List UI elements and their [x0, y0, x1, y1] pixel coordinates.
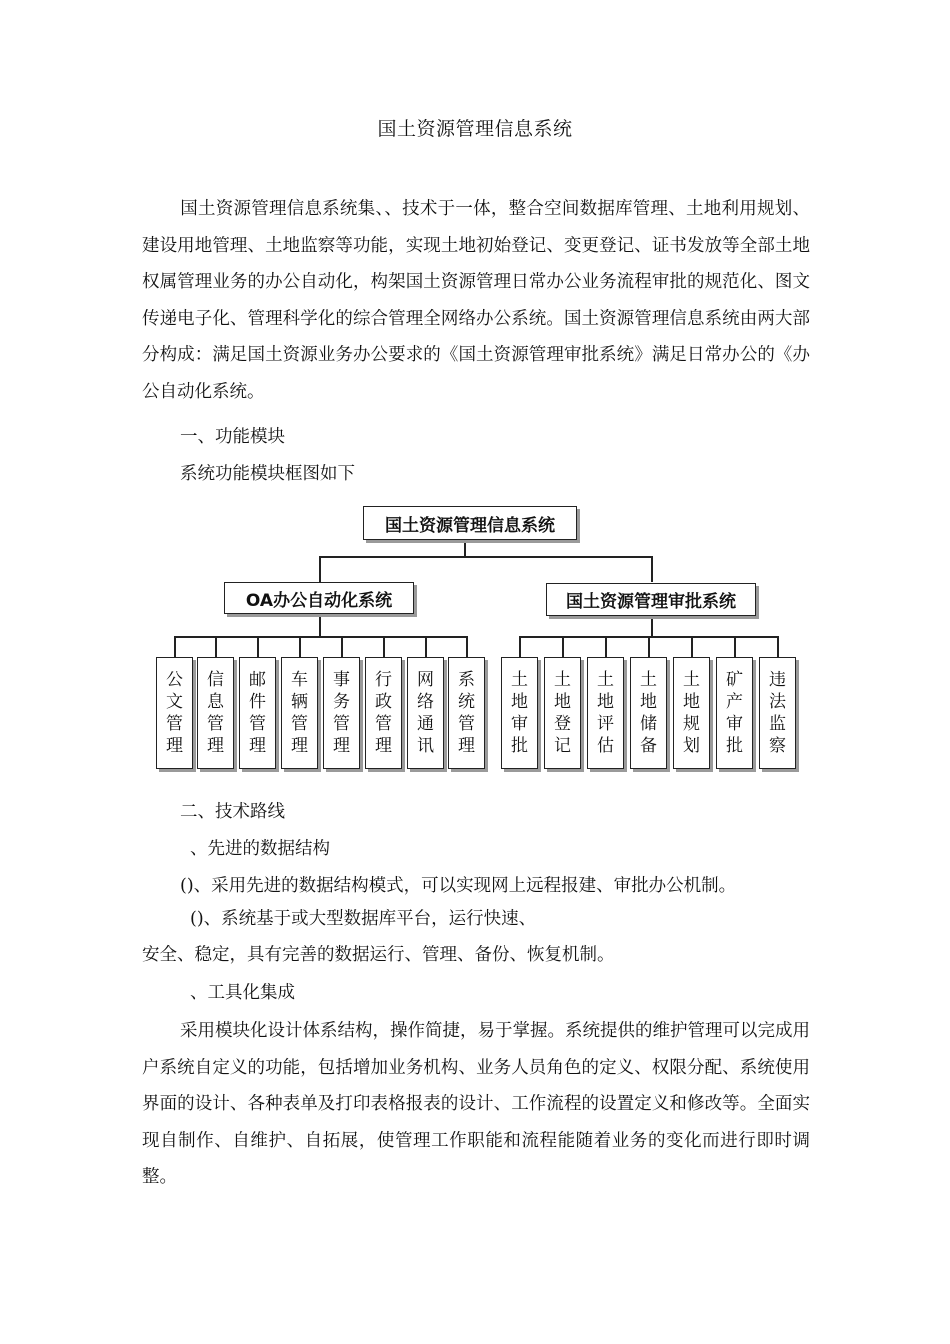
approval-child-node	[501, 657, 538, 769]
section2-heading: 二、技术路线	[180, 802, 285, 822]
connector	[519, 636, 778, 638]
oa-child-label: 邮件管理	[249, 670, 266, 756]
connector	[691, 636, 693, 657]
oa-child-node	[407, 657, 444, 769]
oa-child-node	[197, 657, 234, 769]
oa-child-node	[281, 657, 318, 769]
connector	[174, 636, 466, 638]
sub1-item2-b: 安全、稳定，具有完善的数据运行、管理、备份、恢复机制。	[142, 945, 615, 965]
approval-node	[546, 583, 756, 616]
sub1-item1: ()、采用先进的数据结构模式，可以实现网上远程报建、审批办公机制。	[180, 876, 737, 896]
approval-child-label: 违法监察	[769, 670, 786, 756]
connector	[605, 636, 607, 657]
oa-child-label: 系统管理	[458, 670, 475, 756]
approval-child-label: 土地登记	[554, 670, 571, 756]
oa-child-node	[365, 657, 402, 769]
connector	[174, 636, 176, 657]
oa-child-node	[156, 657, 193, 769]
connector	[651, 556, 653, 582]
connector	[464, 540, 466, 556]
connector	[648, 636, 650, 657]
oa-child-node	[323, 657, 360, 769]
oa-child-label: 车辆管理	[291, 670, 308, 756]
sub1-item2-a: ()、系统基于或大型数据库平台，运行快速、	[190, 909, 537, 929]
connector	[562, 636, 564, 657]
approval-child-label: 矿产审批	[726, 670, 743, 756]
approval-child-label: 土地规划	[683, 670, 700, 756]
sub2-paragraph	[142, 1013, 810, 1196]
approval-child-label: 土地评估	[597, 670, 614, 756]
oa-child-label: 信息管理	[207, 670, 224, 756]
approval-label: 国土资源管理审批系统	[566, 592, 736, 612]
oa-label: OA办公自动化系统	[245, 590, 393, 611]
approval-child-node	[673, 657, 710, 769]
sub1-heading: 、先进的数据结构	[190, 839, 330, 859]
oa-child-node	[239, 657, 276, 769]
connector	[341, 636, 343, 657]
connector	[519, 636, 521, 657]
root-label: 国土资源管理信息系统	[385, 515, 555, 536]
oa-child-label: 公文管理	[166, 670, 183, 756]
intro-paragraph	[142, 191, 810, 411]
sub2-text: 采用模块化设计体系结构，操作简捷，易于掌握。系统提供的维护管理可以完成用户系统自定义的功能，包括增加业务机构、业务人员角色的定义、权限分配、系统使用界面的设计、各种表单及打印表格报表的设计、工作流程的设置定义和修改等。全面实现自制作、自维护、自拓展，使管理工作职能和流程能随着业务的变化而进行即时调整。	[142, 1021, 810, 1188]
root-node	[363, 506, 577, 540]
approval-child-node	[544, 657, 581, 769]
oa-child-label: 网络通讯	[417, 670, 434, 756]
section1-caption: 系统功能模块框图如下	[180, 464, 355, 484]
connector	[734, 636, 736, 657]
connector	[651, 616, 653, 636]
oa-child-label: 行政管理	[375, 670, 392, 756]
approval-child-node	[759, 657, 796, 769]
approval-child-label: 土地储备	[640, 670, 657, 756]
section1-heading: 一、功能模块	[180, 427, 285, 447]
approval-child-node	[587, 657, 624, 769]
connector	[319, 556, 652, 558]
connector	[425, 636, 427, 657]
connector	[257, 636, 259, 657]
page-title: 国土资源管理信息系统	[377, 118, 573, 140]
connector	[299, 636, 301, 657]
approval-child-node	[716, 657, 753, 769]
connector	[319, 556, 321, 582]
intro-text: 国土资源管理信息系统集、、技术于一体，整合空间数据库管理、土地利用规划、建设用地管理、土地监察等功能，实现土地初始登记、变更登记、证书发放等全部土地权属管理业务的办公自动化，构架国土资源管理日常办公业务流程审批的规范化、图文传递电子化、管理科学化的综合管理全网络办公系统。国土资源管理信息系统由两大部分构成：满足国土资源业务办公要求的《国土资源管理审批系统》满足日常办公的《办公自动化系统。	[142, 199, 810, 402]
connector	[777, 636, 779, 657]
approval-child-node	[630, 657, 667, 769]
connector	[383, 636, 385, 657]
connector	[466, 636, 468, 657]
oa-child-label: 事务管理	[333, 670, 350, 756]
approval-child-label: 土地审批	[511, 670, 528, 756]
sub2-heading: 、工具化集成	[190, 983, 295, 1003]
connector	[319, 614, 321, 636]
oa-node	[224, 582, 414, 614]
oa-child-node	[448, 657, 485, 769]
connector	[215, 636, 217, 657]
